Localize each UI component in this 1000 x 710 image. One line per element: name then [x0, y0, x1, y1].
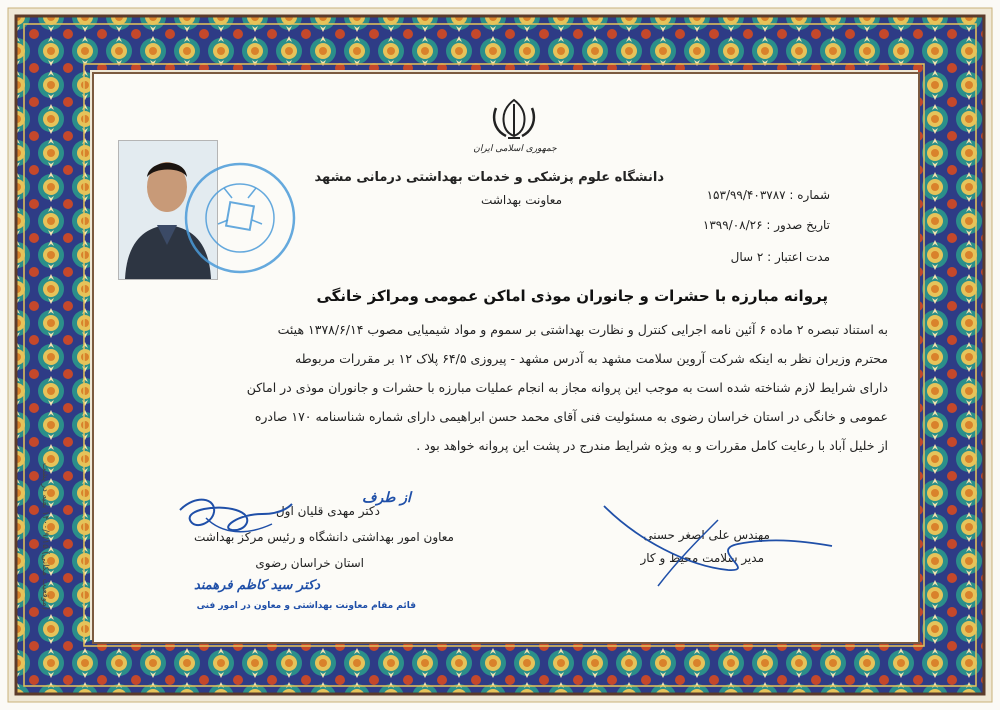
signature-left — [176, 490, 296, 540]
signer-left-role: معاون امور بهداشتی دانشگاه و رئیس مرکز بهداشت — [194, 530, 454, 544]
certificate-title: پروانه مبارزه با حشرات و جانوران موذی اماکن عمومی ومراکز خانگی — [316, 287, 828, 305]
validity-period: مدت اعتبار : ۲ سال — [730, 250, 830, 264]
issue-date: تاریخ صدور : ۱۳۹۹/۰۸/۲۶ — [702, 218, 830, 232]
license-number: شماره : ۱۵۳/۹۹/۴۰۳۷۸۷ — [706, 188, 830, 202]
signer-left-region: استان خراسان رضوی — [255, 556, 364, 570]
university-stamp-icon — [180, 158, 300, 278]
signer-left-name: دکتر مهدی قلیان اول — [275, 504, 380, 518]
on-behalf-label: از طرف — [362, 490, 411, 506]
stamp-signer-role: قائم مقام معاونت بهداشتی و معاون در امور فنی — [196, 601, 416, 611]
signature-right — [598, 500, 838, 590]
body-line-2: محترم وزیران نظر به اینکه شرکت آروین سلامت مشهد به آدرس مشهد - پیروزی ۶۴/۵ پلاک ۱۲ بر مقررات مربوطه — [295, 351, 888, 366]
body-line-5: از خلیل آباد با رعایت کامل مقررات و به ویژه شرایط مندرج در پشت این پروانه خواهد بود . — [416, 438, 888, 453]
department-name: معاونت بهداشت — [481, 193, 562, 207]
body-line-4: عمومی و خانگی در استان خراسان رضوی به مسئولیت فنی آقای محمد حسن ابراهیمی دارای شماره شناسنامه ۱۷۰ صادره — [254, 409, 888, 424]
stamp-signer-name: دکتر سید کاظم فرهمند — [194, 578, 320, 593]
margin-note: (موقعیت مکانی) ۱۴۰۰/۹/۱۵ بقیه در پشت — [40, 462, 50, 610]
body-line-3: دارای شرایط لازم شناخته شده است به موجب این پروانه مجاز به انجام عملیات مبارزه با حشرات و جانوران موذی در اماکن — [246, 380, 888, 395]
signer-right-name: مهندس علی اصغر حسنی — [643, 528, 770, 542]
iran-emblem-icon — [484, 96, 544, 146]
university-name: دانشگاه علوم پزشکی و خدمات بهداشتی درمانی مشهد — [314, 170, 664, 185]
body-line-1: به استناد تبصره ۲ ماده ۶ آئین نامه اجرایی کنترل و نظارت بهداشتی بر سموم و مواد شیمیایی مصوب ۱۳۷۸/۶/۱۴ هیئت — [277, 322, 888, 337]
emblem-caption: جمهوری اسلامی ایران — [473, 144, 557, 154]
signer-right-role: مدیر سلامت محیط و کار — [640, 551, 764, 565]
